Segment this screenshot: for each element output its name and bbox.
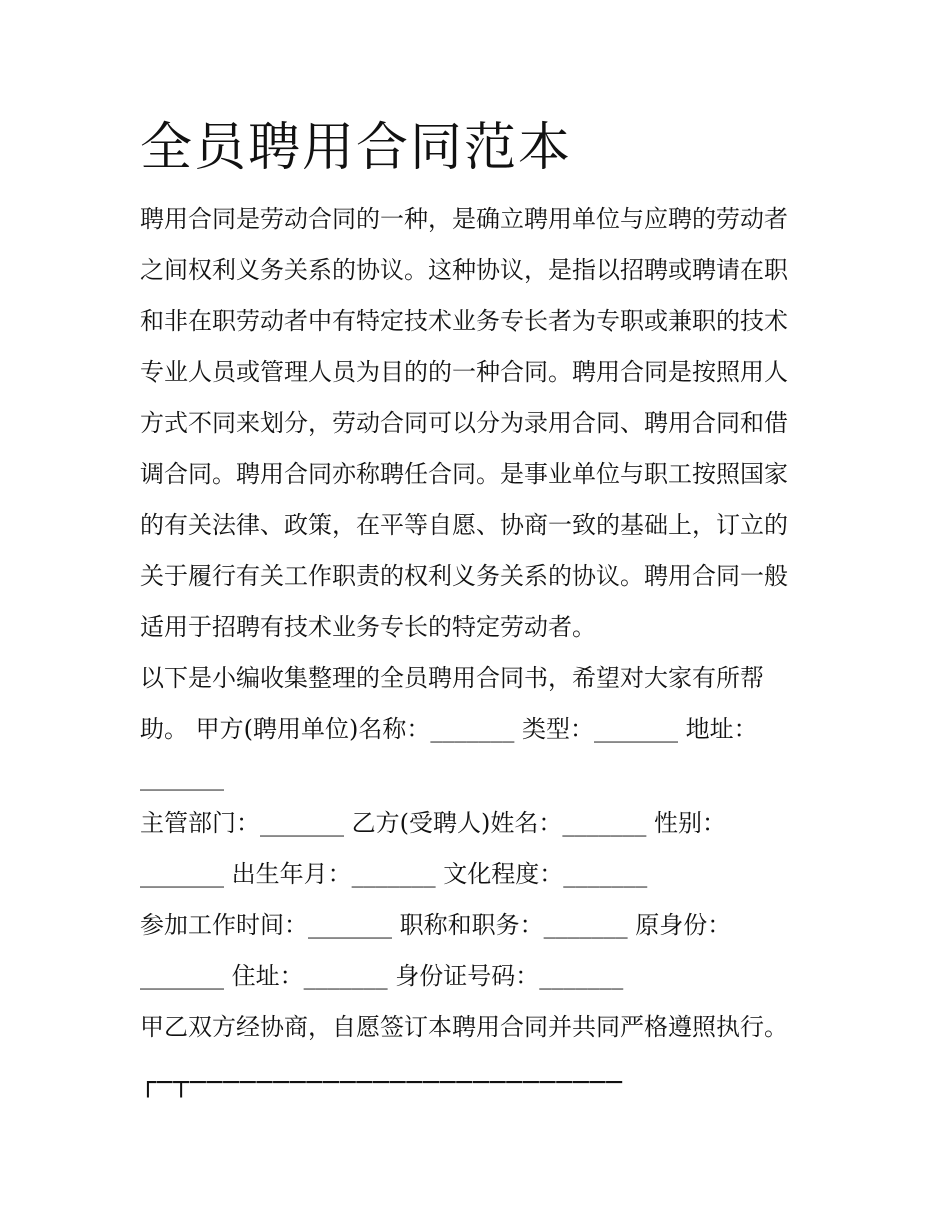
form-line-work-time: 参加工作时间：_______ 职称和职务：_______ 原身份： xyxy=(140,911,732,939)
agreement-statement: 甲乙双方经协商，自愿签订本聘用合同并共同严格遵照执行。 xyxy=(140,1013,788,1041)
body-line-7: 的有关法律、政策，在平等自愿、协商一致的基础上，订立的 xyxy=(140,511,788,539)
form-line-party-a: 助。 甲方(聘用单位)名称：_______ 类型：_______ 地址： xyxy=(140,715,758,743)
body-line-1: 聘用合同是劳动合同的一种，是确立聘用单位与应聘的劳动者 xyxy=(140,205,788,233)
body-line-5: 方式不同来划分，劳动合同可以分为录用合同、聘用合同和借 xyxy=(140,409,788,437)
document-title: 全员聘用合同范本 xyxy=(140,118,573,178)
body-line-8: 关于履行有关工作职责的权利义务关系的协议。聘用合同一般 xyxy=(140,562,788,590)
body-line-3: 和非在职劳动者中有特定技术业务专长者为专职或兼职的技术 xyxy=(140,307,788,335)
form-line-address-id: _______ 住址：_______ 身份证号码：_______ xyxy=(140,962,624,990)
body-line-2: 之间权利义务关系的协议。这种协议，是指以招聘或聘请在职 xyxy=(140,256,788,284)
body-line-10: 以下是小编收集整理的全员聘用合同书，希望对大家有所帮 xyxy=(140,664,764,692)
body-line-6: 调合同。聘用合同亦称聘任合同。是事业单位与职工按照国家 xyxy=(140,460,788,488)
form-line-department: 主管部门：_______ 乙方(受聘人)姓名：_______ 性别： xyxy=(140,809,726,837)
form-line-address-blank: _______ xyxy=(140,763,224,791)
table-top-border: ┌─┬────────────────────────── xyxy=(140,1068,623,1098)
body-line-9: 适用于招聘有技术业务专长的特定劳动者。 xyxy=(140,613,596,641)
form-line-birth: _______ 出生年月：_______ 文化程度：_______ xyxy=(140,860,648,888)
body-line-4: 专业人员或管理人员为目的的一种合同。聘用合同是按照用人 xyxy=(140,358,788,386)
